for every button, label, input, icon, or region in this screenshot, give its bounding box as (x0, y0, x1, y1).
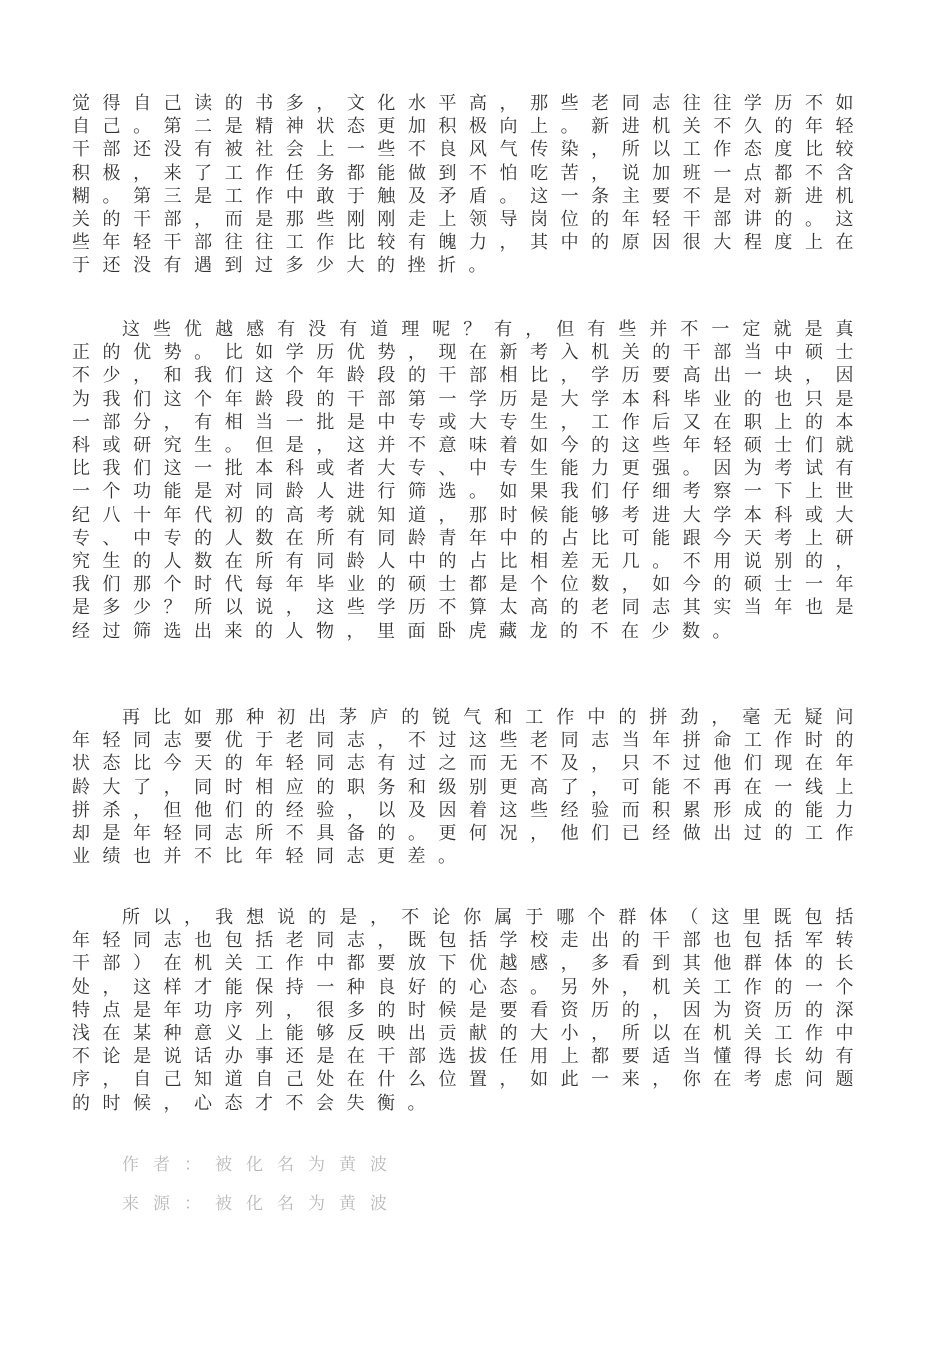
article-paragraph-1: 觉得自己读的书多，文化水平高，那些老同志往往学历不如自己。第二是精神状态更加积极向上。新进机关不久的年轻干部还没有被社会上一些不良风气传染，所以工作态度比较积极，来了工作任务都能做到不怕吃苦，说加班一点都不含糊。第三是工作中敢于触及矛盾。这一条主要不是对新进机关的干部，而是那些刚刚走上领导岗位的年轻干部讲的。这些年轻干部往往工作比较有魄力，其中的原因很大程度上在于还没有遇到过多少大的挫折。 (72, 93, 866, 277)
article-paragraph-2: 这些优越感有没有道理呢？有，但有些并不一定就是真正的优势。比如学历优势，现在新考入机关的干部当中硕士不少，和我们这个年龄段的干部相比，学历要高出一块，因为我们这个年龄段的干部第一学历是大学本科毕业的也只是一部分，有相当一批是中专或大专生，工作后又在职上的本科或研究生。但是，这并不意味着如今的这些年轻硕士们就比我们这一批本科或者大专、中专生能力更强。因为考试有一个功能是对同龄人进行筛选。如果我们仔细考察一下上世纪八十年代初的高考就知道，那时候能够考进大学本科或大专、中专的人数在所有同龄青年中的占比可能跟今天考上研究生的人数在所有同龄人中的占比相差无几。不用说别的，我们那个时代每年毕业的硕士都是个位数，如今的硕士一年是多少？所以说，这些学历不算太高的老同志其实当年也是经过筛选出来的人物，里面卧虎藏龙的不在少数。 (72, 319, 866, 642)
author-line: 作者：被化名为黄波 (122, 1155, 401, 1175)
source-line: 来源：被化名为黄波 (122, 1194, 401, 1214)
article-paragraph-3: 再比如那种初出茅庐的锐气和工作中的拼劲，毫无疑问年轻同志要优于老同志，不过这些老同志当年拼命工作时的状态比今天的年轻同志有过之而无不及，只不过他们现在年龄大了，同时相应的职务和级别更高了，可能不再在一线上拼杀，但他们的经验，以及因着这些经验而积累形成的能力却是年轻同志所不具备的。更何况，他们已经做出过的工作业绩也并不比年轻同志更差。 (72, 707, 866, 868)
article-paragraph-4: 所以，我想说的是，不论你属于哪个群体（这里既包括年轻同志也包括老同志，既包括学校走出的干部也包括军转干部）在机关工作中都要放下优越感，多看到其他群体的长处，这样才能保持一种良好的心态。另外，机关工作的一个特点是年功序列，很多的时候是要看资历的，因为资历的深浅在某种意义上能够反映出贡献的大小，所以在机关工作中不论是说话办事还是在干部选拔任用上都要适当懂得长幼有序，自己知道自己处在什么位置，如此一来，你在考虑问题的时候，心态才不会失衡。 (72, 907, 866, 1114)
